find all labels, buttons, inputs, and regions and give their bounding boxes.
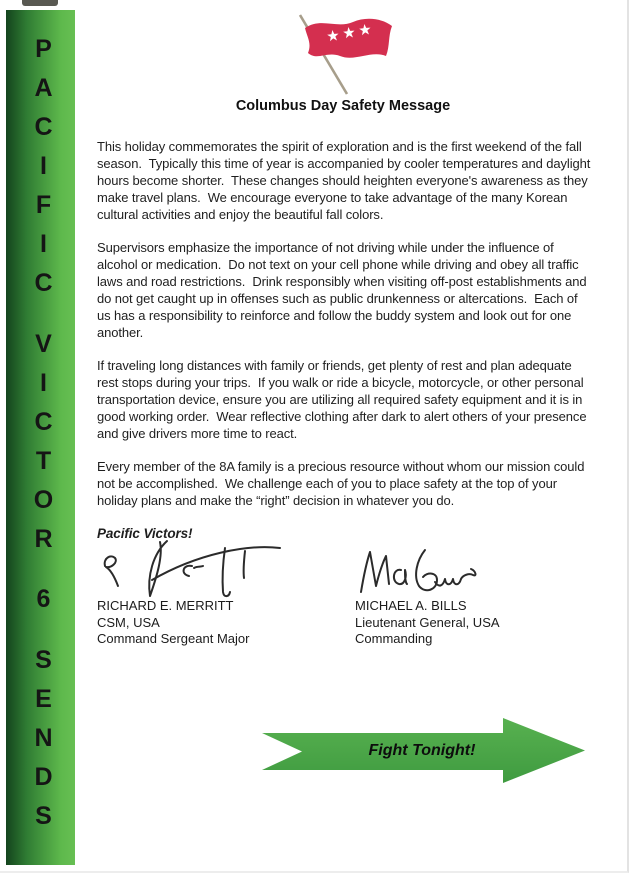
sidebar-letter: N bbox=[34, 723, 53, 752]
sidebar-letter: I bbox=[40, 230, 47, 258]
signature-block-merritt bbox=[97, 536, 355, 648]
sidebar-letter: T bbox=[35, 446, 52, 475]
scan-artifact bbox=[22, 0, 58, 6]
sidebar-word-6 bbox=[34, 585, 51, 614]
signer-name: MICHAEL A. BILLS bbox=[355, 598, 467, 613]
sidebar-letter: P bbox=[35, 35, 52, 63]
signer-rank: Lieutenant General, USA bbox=[355, 614, 500, 630]
sidebar-letter: V bbox=[35, 329, 52, 358]
paragraph-2: Supervisors emphasize the importance of not driving while under the influence of alcohol or medication. Do not text on your cell phone while driving and obey all traffic laws and road restrictions. Drink responsibly when visiting off-post establishments and do not get caught up in offenses such as public drunkenness or altercations. Each of us has a responsibility to reinforce and follow the buddy system and look out for one another. bbox=[97, 240, 591, 340]
sidebar-word-pacific bbox=[31, 35, 53, 297]
paragraph-4: Every member of the 8A family is a precious resource without whom our mission could not be accomplished. We challenge each of you to place safety at the top of your holiday plans and make the “right” decision in whatever you do. bbox=[97, 459, 588, 508]
sidebar-word-sends bbox=[31, 645, 53, 830]
closing-motto: Pacific Victors! bbox=[97, 526, 193, 541]
sidebar-letter: D bbox=[34, 762, 53, 791]
three-star-flag-icon bbox=[293, 12, 405, 100]
sidebar-letter: S bbox=[35, 645, 52, 674]
paragraph-3: If traveling long distances with family or friends, get plenty of rest and plan adequate rest stops during your trips. If you walk or ride a bicycle, motorcycle, or other personal transportation device, ensure you are utilizing all required safety equipment and it is in good working order. Wear reflective clothing after dark to alert others of your presence and give drivers more time to react. bbox=[97, 358, 590, 441]
paragraph-1: This holiday commemorates the spirit of exploration and is the first weekend of the fall season. Typically this time of year is accompanied by cooler temperatures and daylight hours become shorter. These changes should heighten everyone's awareness as they make travel plans. We encourage everyone to take advantage of the many Korean cultural activities and enjoy the beautiful fall colors. bbox=[97, 139, 594, 222]
bills-signature-ink bbox=[355, 546, 485, 598]
signature-block-bills bbox=[355, 536, 591, 648]
sidebar-letter: I bbox=[40, 368, 47, 397]
fight-tonight-arrow bbox=[262, 718, 585, 783]
body-text bbox=[97, 138, 594, 542]
sidebar-letter: O bbox=[33, 485, 54, 514]
signer-role: Commanding bbox=[355, 631, 433, 646]
page-title: Columbus Day Safety Message bbox=[235, 98, 451, 114]
sidebar-letter: R bbox=[34, 524, 53, 553]
arrow-label: Fight Tonight! bbox=[368, 742, 476, 759]
sidebar-banner bbox=[6, 10, 75, 865]
sidebar-letter: 6 bbox=[36, 585, 51, 614]
sidebar-letter: C bbox=[34, 269, 53, 297]
sidebar-letter: E bbox=[35, 684, 52, 713]
signature-row bbox=[97, 536, 591, 648]
sidebar-letter: C bbox=[34, 407, 53, 436]
sidebar-letter: S bbox=[35, 801, 52, 830]
sidebar-letter: A bbox=[34, 74, 53, 102]
merritt-signature-ink bbox=[97, 536, 287, 598]
sidebar-word-victor bbox=[31, 329, 54, 553]
signer-role: Command Sergeant Major bbox=[97, 631, 250, 646]
sidebar-letter: C bbox=[34, 113, 53, 141]
signer-rank: CSM, USA bbox=[97, 614, 160, 630]
signer-name: RICHARD E. MERRITT bbox=[97, 598, 234, 613]
sidebar-letter: I bbox=[40, 152, 47, 180]
sidebar-letter: F bbox=[35, 191, 52, 219]
flag-field bbox=[305, 19, 392, 58]
